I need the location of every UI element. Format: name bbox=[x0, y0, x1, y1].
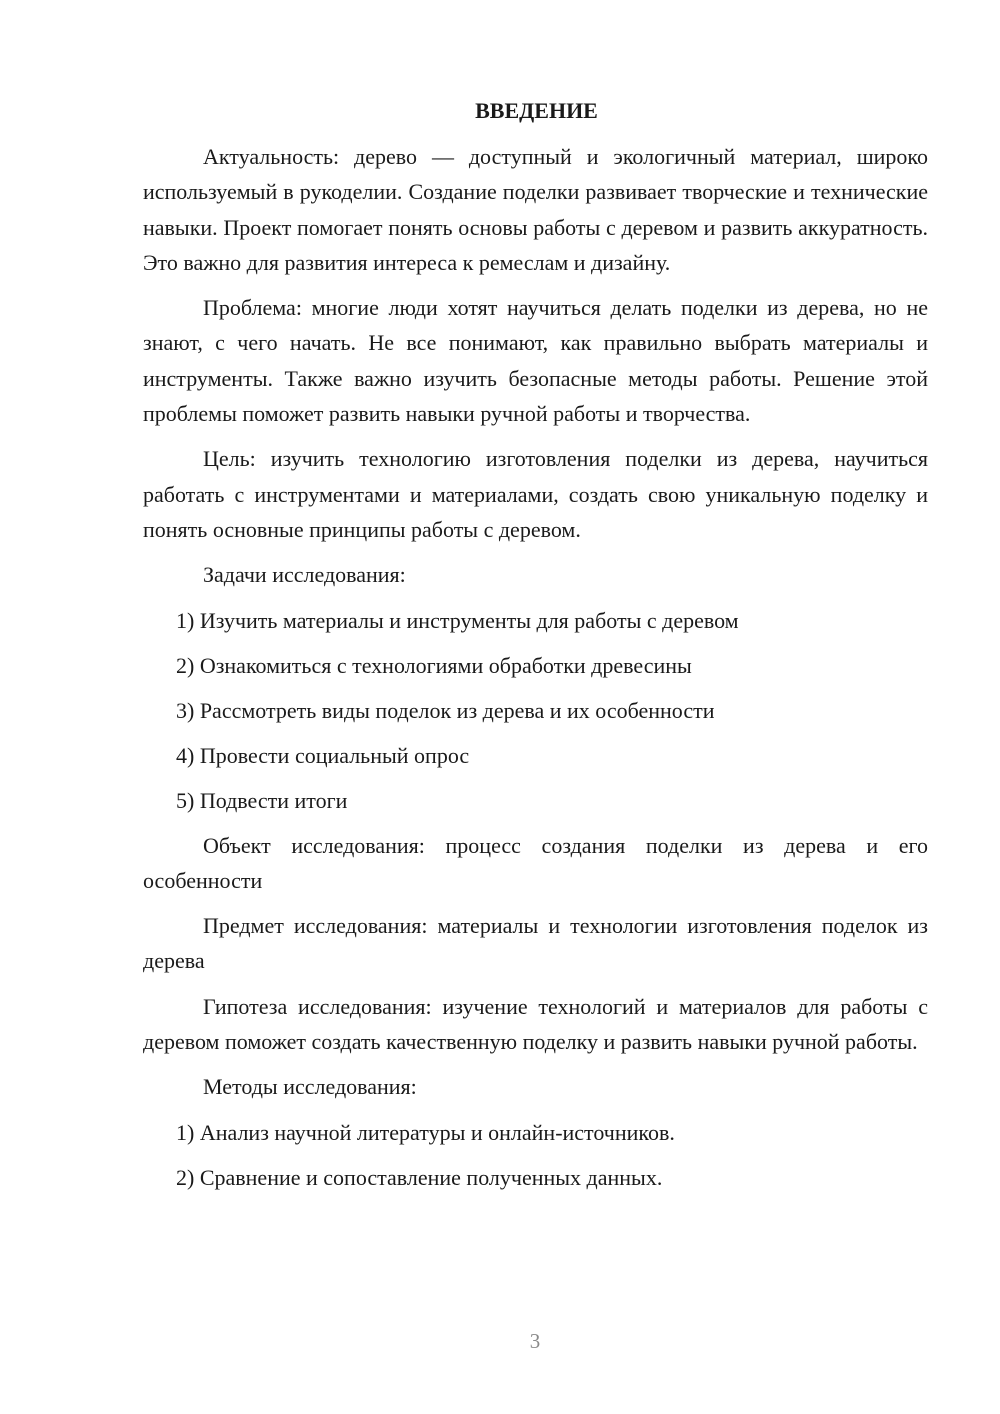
tasks-heading: Задачи исследования: bbox=[203, 562, 406, 588]
subject-paragraph: Предмет исследования: материалы и технологии изготовления поделок из дерева bbox=[143, 913, 928, 974]
relevance-paragraph: Актуальность: дерево — доступный и экологичный материал, широко используемый в рукоделии. Создание поделки развивает творческие и технические навыки. Проект помогает понять основы работы с деревом и развить аккуратность. Это важно для развития интереса к ремеслам и дизайну. bbox=[143, 144, 928, 275]
task-item: 5) Подвести итоги bbox=[176, 787, 348, 813]
section-title: ВВЕДЕНИЕ bbox=[475, 98, 598, 123]
page-content bbox=[143, 93, 928, 1205]
page-number: 3 bbox=[529, 1329, 541, 1353]
object-paragraph: Объект исследования: процесс создания поделки из дерева и его особенности bbox=[143, 832, 928, 893]
goal-paragraph: Цель: изучить технологию изготовления поделки из дерева, научиться работать с инструментами и материалами, создать свою уникальную поделку и понять основные принципы работы с деревом. bbox=[143, 446, 928, 542]
problem-paragraph: Проблема: многие люди хотят научиться делать поделки из дерева, но не знают, с чего начать. Не все понимают, как правильно выбрать материалы и инструменты. Также важно изучить безопасные методы работы. Решение этой проблемы поможет развить навыки ручной работы и творчества. bbox=[143, 295, 928, 427]
methods-list bbox=[143, 1115, 928, 1195]
tasks-list bbox=[143, 603, 928, 818]
method-item: 1) Анализ научной литературы и онлайн-источников. bbox=[176, 1119, 675, 1145]
hypothesis-paragraph: Гипотеза исследования: изучение технологий и материалов для работы с деревом поможет создать качественную поделку и развить навыки ручной работы. bbox=[143, 993, 928, 1055]
task-item: 4) Провести социальный опрос bbox=[176, 742, 470, 768]
task-item: 2) Ознакомиться с технологиями обработки древесины bbox=[176, 652, 692, 678]
task-item: 1) Изучить материалы и инструменты для работы с деревом bbox=[176, 607, 739, 633]
task-item: 3) Рассмотреть виды поделок из дерева и их особенности bbox=[176, 697, 715, 723]
method-item: 2) Сравнение и сопоставление полученных данных. bbox=[176, 1164, 663, 1190]
methods-heading: Методы исследования: bbox=[203, 1074, 417, 1100]
